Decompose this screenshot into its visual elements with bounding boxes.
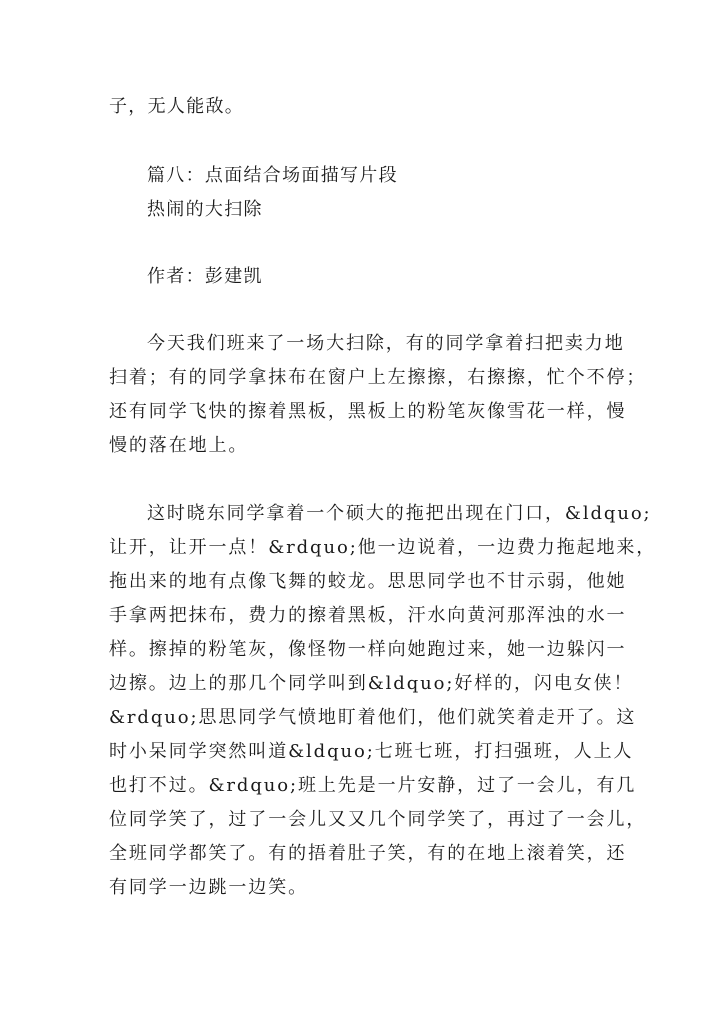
paragraph-2-line: 这时晓东同学拿着一个硕大的拖把出现在门口，&ldquo; (147, 503, 652, 524)
paragraph-2-line: &rdquo;思思同学气愤地盯着他们，他们就笑着走开了。这 (109, 707, 637, 728)
paragraph-2-line: 手拿两把抹布，费力的擦着黑板，汗水向黄河那浑浊的水一 (109, 605, 627, 626)
paragraph-2-line: 时小呆同学突然叫道&ldquo;七班七班，打扫强班，人上人 (109, 741, 634, 762)
paragraph-1-line: 还有同学飞快的擦着黑板，黑板上的粉笔灰像雪花一样，慢 (109, 401, 627, 422)
paragraph-2-line: 样。擦掉的粉笔灰，像怪物一样向她跑过来，她一边躲闪一 (109, 639, 627, 660)
paragraph-2-line: 全班同学都笑了。有的捂着肚子笑，有的在地上滚着笑，还 (109, 843, 627, 864)
paragraph-2-line: 位同学笑了，过了一会儿又又几个同学笑了，再过了一会儿， (109, 809, 647, 830)
essay-title: 热闹的大扫除 (147, 199, 263, 220)
paragraph-1-line: 慢的落在地上。 (109, 435, 249, 456)
paragraph-2-line: 拖出来的地有点像飞舞的蛟龙。思思同学也不甘示弱，他她 (109, 571, 627, 592)
paragraph-2-line: 边擦。边上的那几个同学叫到&ldquo;好样的，闪电女侠！ (109, 673, 634, 694)
paragraph-1-line: 扫着；有的同学拿抹布在窗户上左擦擦，右擦擦，忙个不停； (109, 367, 647, 388)
paragraph-2-line: 让开，让开一点！&rdquo;他一边说着，一边费力拖起地来， (109, 537, 657, 558)
continuation-line: 子，无人能敌。 (109, 96, 245, 117)
section-heading: 篇八：点面结合场面描写片段 (147, 165, 398, 186)
author-line: 作者：彭建凯 (147, 266, 263, 287)
paragraph-1-line: 今天我们班来了一场大扫除，有的同学拿着扫把卖力地 (147, 333, 625, 354)
paragraph-2-line: 也打不过。&rdquo;班上先是一片安静，过了一会儿，有几 (109, 775, 637, 796)
paragraph-2-line: 有同学一边跳一边笑。 (109, 877, 308, 898)
